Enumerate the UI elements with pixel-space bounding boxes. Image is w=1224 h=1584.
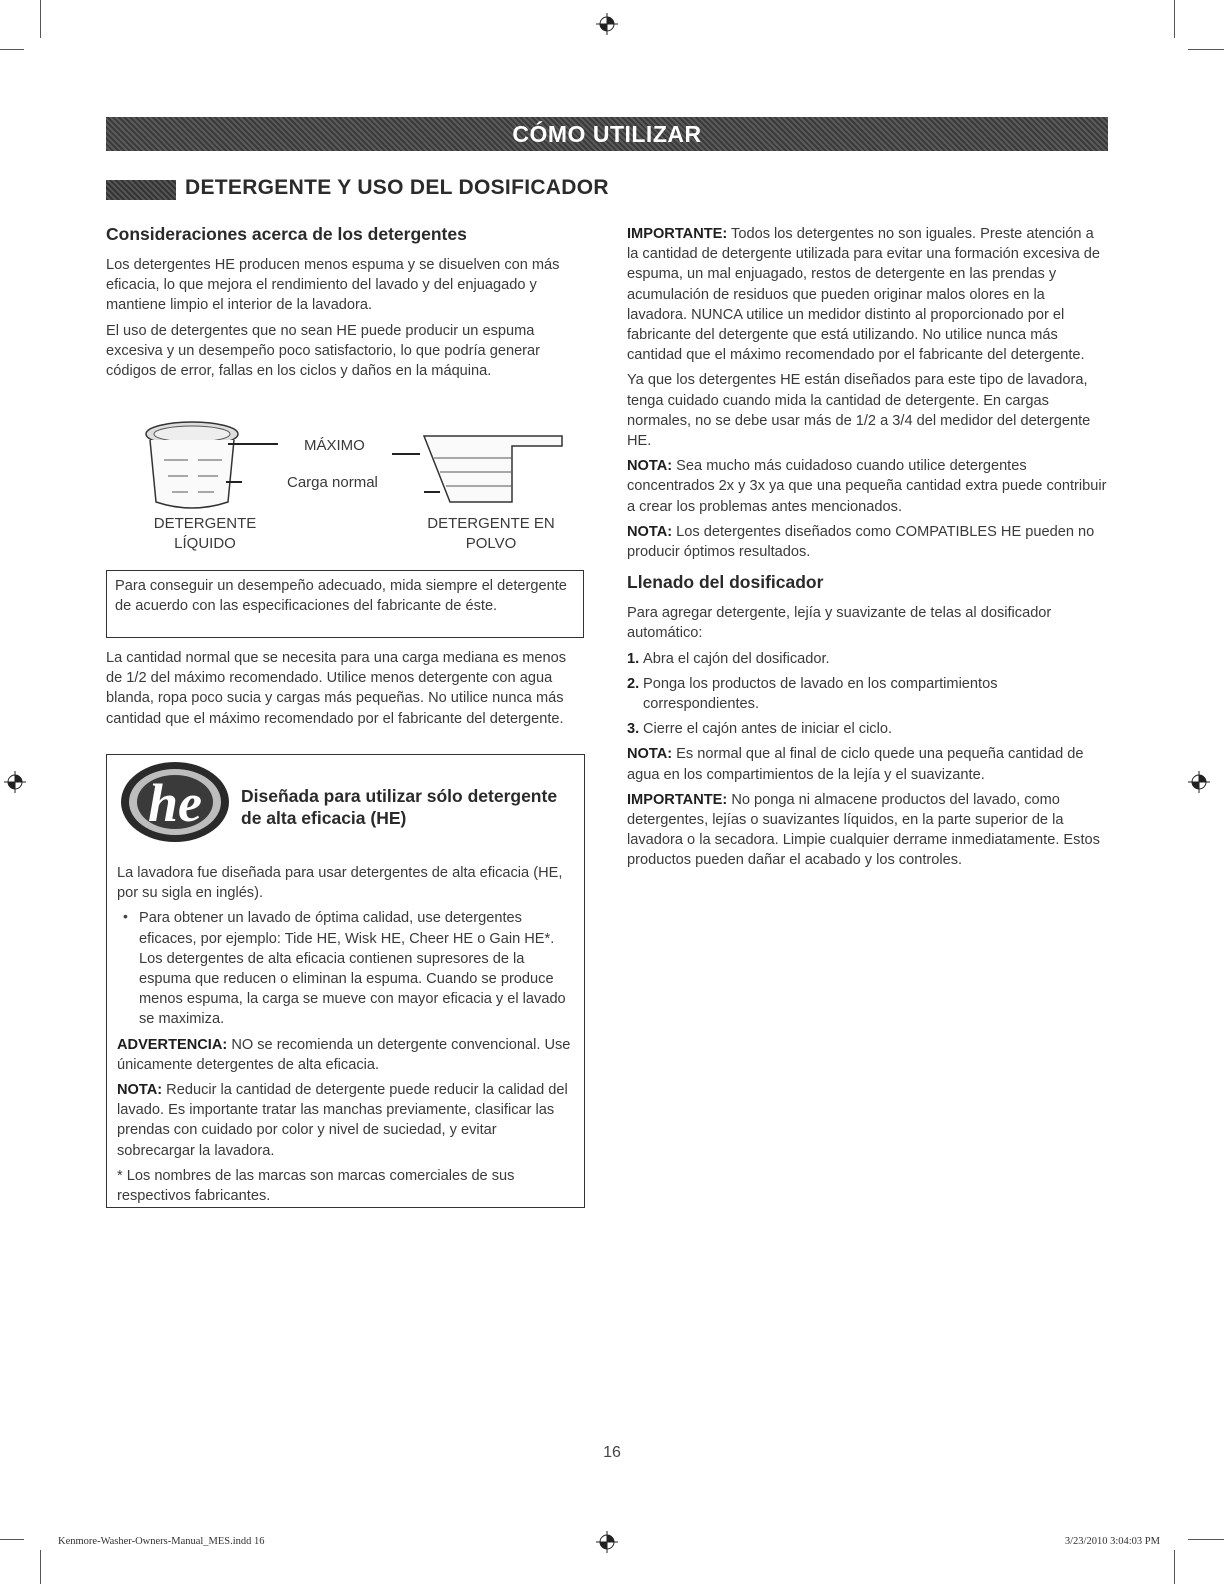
paragraph: Los detergentes HE producen menos espuma y se disuelven con más eficacia, lo que mejora el rendimiento del lavado y del enjuagado y mantiene limpio el interior de la lavadora.: [106, 257, 560, 314]
he-bullet-text: Para obtener un lavado de óptima calidad, use detergentes eficaces, por ejemplo: Tide HE, Wisk HE, Cheer HE o Gain HE*. Los detergentes de alta eficacia contienen supresores de la espuma que reducen o eliminan la espuma. Cuando se produce menos espuma, la carga se mueve con mayor eficacia y el lavado se maximiza.: [139, 910, 566, 1028]
he-footnote: * Los nombres de las marcas son marcas comerciales de sus respectivos fabricantes.: [117, 1167, 515, 1205]
paragraph: El uso de detergentes que no sean HE puede producir un espuma excesiva y un desempeño poco satisfactorio, lo que podría generar códigos de error, fallas en los ciclos y daños en la máquina.: [106, 322, 541, 380]
list-item: [627, 719, 1107, 739]
normal-load-label: Carga normal: [287, 474, 378, 491]
max-label: MÁXIMO: [304, 437, 365, 454]
footer-filename: Kenmore-Washer-Owners-Manual_MES.indd 16: [58, 1536, 265, 1547]
important-label: IMPORTANTE:: [627, 791, 728, 808]
liquid-label-line: DETERGENTE: [153, 515, 257, 532]
crop-mark: [1188, 49, 1224, 50]
crop-mark: [1174, 0, 1175, 38]
steps-list: [627, 649, 1107, 740]
crop-mark: [40, 1550, 41, 1584]
dispenser-heading: Llenado del dosificador: [627, 572, 824, 593]
footer-datetime: 3/23/2010 3:04:03 PM: [1064, 1536, 1160, 1547]
registration-mark-icon: [596, 1531, 618, 1553]
section-title: DETERGENTE Y USO DEL DOSIFICADOR: [185, 176, 609, 199]
section-marker: [106, 180, 176, 200]
warning-text: NO se recomienda un detergente convencional. Use únicamente detergentes de alta eficacia.: [117, 1036, 571, 1073]
he-intro: La lavadora fue diseñada para usar detergentes de alta eficacia (HE, por su sigla en inglés).: [117, 865, 563, 902]
note-paragraph: [627, 456, 1107, 517]
note-text: Sea mucho más cuidadoso cuando utilice detergentes concentrados 2x y 3x ya que una pequeña cantidad extra puede contribuir a crear los problemas antes mencionados.: [627, 458, 1107, 515]
paragraph: La cantidad normal que se necesita para una carga mediana es menos de 1/2 del máximo recomendado. Utilice menos detergente con agua blanda, ropa poco sucia y cargas más pequeñas. No utilice nunca más cantidad que el máximo recomendado por el fabricante del detergente.: [106, 650, 566, 727]
list-item: [627, 674, 1107, 714]
crop-mark: [1188, 1539, 1224, 1540]
detergent-considerations-heading: Consideraciones acerca de los detergentes: [106, 224, 467, 244]
he-logo-icon: [115, 759, 233, 845]
important-text: No ponga ni almacene productos del lavado, como detergentes, lejías o suavizantes líquidos, en la parte superior de la lavadora o la secadora. Limpie cualquier derrame inmediatamente. Estos productos pueden dañar el acabado y los controles.: [627, 791, 1100, 869]
registration-mark-icon: [1188, 771, 1210, 793]
he-bullet: [117, 908, 575, 1029]
registration-mark-icon: [596, 13, 618, 35]
he-logo-text: he: [148, 773, 202, 833]
note-label: NOTA:: [627, 523, 673, 540]
powder-label-line: DETERGENTE EN: [427, 515, 555, 532]
liquid-detergent-label: [150, 514, 260, 554]
paragraph: Para agregar detergente, lejía y suavizante de telas al dosificador automático:: [627, 605, 1052, 642]
measure-note: Para conseguir un desempeño adecuado, mida siempre el detergente de acuerdo con las especificaciones del fabricante de éste.: [115, 578, 567, 615]
powder-scoop-icon: [390, 426, 570, 510]
page-banner: CÓMO UTILIZAR: [106, 117, 1108, 151]
right-column: [627, 224, 1107, 871]
note-label: NOTA:: [117, 1082, 163, 1099]
page-number: 16: [603, 1444, 621, 1461]
he-warning: [117, 1035, 575, 1075]
list-item: [627, 649, 1107, 669]
note-label: NOTA:: [627, 458, 673, 475]
step-text: Cierre el cajón antes de iniciar el ciclo.: [643, 721, 893, 738]
liquid-label-line: LÍQUIDO: [174, 535, 236, 552]
note-paragraph: [627, 522, 1107, 562]
powder-detergent-label: [416, 514, 566, 554]
crop-mark: [40, 0, 41, 38]
important-paragraph: [627, 224, 1107, 365]
paragraph: Ya que los detergentes HE están diseñados para este tipo de lavadora, tenga cuidado cuando mida la cantidad de detergente. En cargas normales, no se debe usar más de 1/2 a 3/4 del medidor del detergente HE.: [627, 372, 1091, 450]
measure-note-box: [106, 570, 584, 638]
crop-mark: [1174, 1550, 1175, 1584]
crop-mark: [0, 49, 24, 50]
important-paragraph: [627, 790, 1107, 871]
step-number: 3.: [627, 721, 640, 738]
note-text: Es normal que al final de ciclo quede una pequeña cantidad de agua en los compartimientos de la lejía y el suavizante.: [627, 746, 1084, 783]
crop-mark: [0, 1539, 24, 1540]
bullet-icon: •: [123, 908, 128, 925]
he-info-box: [106, 754, 585, 1208]
liquid-cup-icon: [144, 418, 284, 518]
note-text: Reducir la cantidad de detergente puede reducir la calidad del lavado. Es importante tratar las manchas previamente, clasificar las prendas con cuidado por color y nivel de suciedad, y evitar sobrecargar la lavadora.: [117, 1082, 568, 1159]
note-label: NOTA:: [627, 746, 673, 763]
important-text: Todos los detergentes no son iguales. Preste atención a la cantidad de detergente utilizada para evitar una formación excesiva de espuma, un mal enjuagado, restos de detergente en las prendas y acumulación de residuos que pueden originar malos olores en la lavadora. NUNCA utilice un medidor distinto al proporcionado por el fabricante del detergente que está utilizando. No utilice nunca más cantidad que el máximo recomendado por el fabricante del detergente.: [627, 226, 1100, 364]
step-number: 2.: [627, 675, 640, 692]
note-paragraph: [627, 744, 1107, 784]
he-note: [117, 1080, 575, 1161]
powder-label-line: POLVO: [465, 535, 517, 552]
detergent-diagram: [106, 418, 584, 558]
step-number: 1.: [627, 650, 640, 667]
left-column: [106, 224, 584, 381]
step-text: Abra el cajón del dosificador.: [643, 650, 830, 667]
he-box-body: [117, 863, 575, 1206]
note-text: Los detergentes diseñados como COMPATIBLES HE pueden no producir óptimos resultados.: [627, 523, 1095, 561]
step-text: Ponga los productos de lavado en los compartimientos correspondientes.: [643, 675, 998, 713]
warning-label: ADVERTENCIA:: [117, 1036, 228, 1053]
important-label: IMPORTANTE:: [627, 226, 728, 242]
he-box-title: Diseñada para utilizar sólo detergente de alta eficacia (HE): [241, 786, 558, 828]
registration-mark-icon: [4, 771, 26, 793]
